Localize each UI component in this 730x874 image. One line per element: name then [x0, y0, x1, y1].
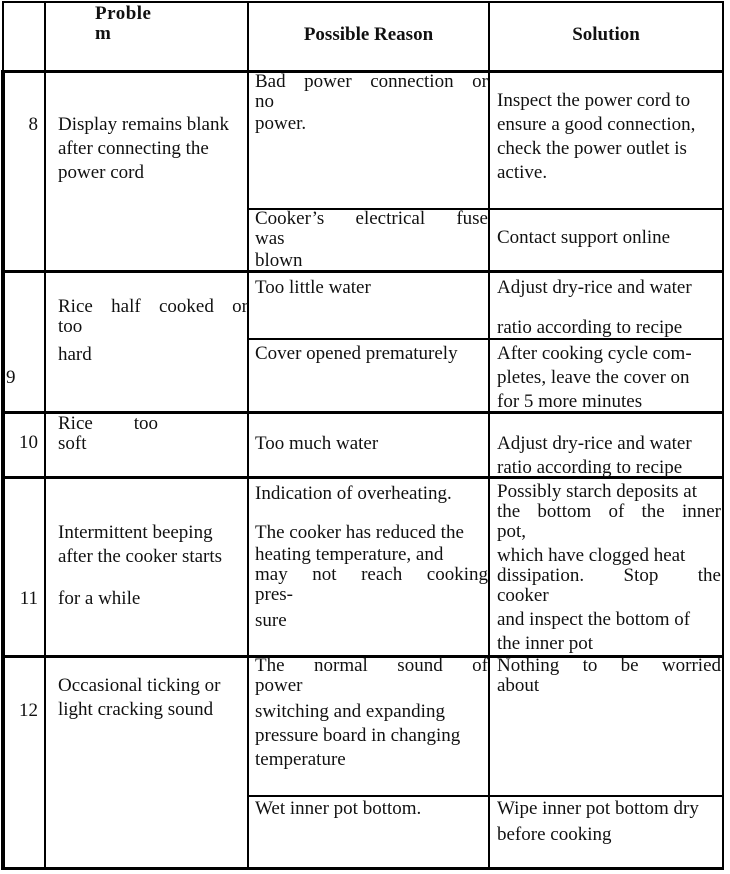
problem-line: Intermittent beeping: [58, 522, 213, 543]
reason-cell: [255, 276, 488, 300]
solution-line: ratio according to recipe: [497, 317, 683, 338]
solution-cell: [497, 89, 719, 185]
solution-cell: [497, 482, 721, 656]
reason-cell: [255, 342, 488, 366]
problem-line: after the cooker starts: [58, 546, 223, 567]
table-border-left: [1, 71, 5, 870]
reason-line: sure: [255, 610, 287, 631]
reason-cell: [255, 72, 488, 136]
solution-line: pletes, leave the cover on: [497, 367, 690, 388]
reason-cell: [255, 482, 488, 633]
reason-line: blown: [255, 250, 303, 271]
solution-line: which have clogged heat: [497, 545, 686, 566]
problem-cell: [58, 113, 248, 185]
problem-line: Rice too: [58, 413, 158, 434]
reason-line: was: [255, 228, 285, 249]
reason-line: The cooker has reduced the: [255, 522, 464, 543]
problem-cell: [58, 674, 248, 722]
header-possible-reason: Possible Reason: [303, 24, 434, 45]
table-border-left: [2, 2, 4, 71]
reason-line: switching and expanding: [255, 701, 445, 722]
header-solution: Solution: [572, 24, 640, 45]
solution-line: the bottom of the inner: [497, 501, 721, 522]
problem-line: hard: [58, 344, 92, 365]
solution-cell: [497, 432, 719, 480]
problem-line: Occasional ticking or: [58, 675, 221, 696]
solution-line: the inner pot: [497, 633, 594, 654]
reason-cell: [255, 797, 488, 821]
reason-line: Bad power connection or: [255, 71, 488, 92]
solution-line: ensure a good connection,: [497, 114, 696, 135]
row-number: 8: [28, 114, 38, 135]
reason-line: Indication of overheating.: [255, 483, 452, 504]
problem-line: for a while: [58, 588, 141, 609]
solution-line: pot,: [497, 521, 527, 542]
solution-cell: [497, 226, 719, 250]
reason-line: no: [255, 91, 274, 112]
reason-line: Too much water: [255, 433, 379, 454]
reason-line: Too little water: [255, 277, 371, 298]
solution-line: before cooking: [497, 824, 612, 845]
solution-cell: [497, 797, 721, 847]
row-number: 9: [6, 367, 16, 388]
reason-line: power: [255, 675, 303, 696]
problem-cell: [58, 414, 158, 454]
solution-cell: [497, 342, 719, 414]
reason-line: Cover opened prematurely: [255, 343, 458, 364]
reason-line: may not reach cooking: [255, 564, 488, 585]
reason-line: Cooker’s electrical fuse: [255, 208, 488, 229]
problem-cell: [58, 297, 248, 367]
solution-line: check the power outlet is: [497, 138, 687, 159]
table-border-bottom: [1, 867, 724, 870]
solution-line: Wipe inner pot bottom dry: [497, 798, 699, 819]
table-border-right: [722, 2, 724, 870]
problem-line: light cracking sound: [58, 699, 214, 720]
problem-cell: [58, 521, 248, 611]
row-number: 10: [19, 432, 38, 453]
solution-line: Adjust dry-rice and water: [497, 433, 692, 454]
reason-cell: [255, 656, 488, 772]
reason-line: The normal sound of: [255, 655, 488, 676]
reason-line: temperature: [255, 749, 346, 770]
header-problem-line: Proble: [95, 3, 152, 24]
problem-line: too: [58, 316, 83, 337]
solution-line: dissipation. Stop the: [497, 565, 721, 586]
reason-cell: [255, 209, 488, 273]
solution-cell: [497, 276, 719, 340]
reason-line: Wet inner pot bottom.: [255, 798, 422, 819]
problem-line: after connecting the: [58, 138, 209, 159]
solution-line: cooker: [497, 585, 549, 606]
solution-line: Contact support online: [497, 227, 671, 248]
solution-cell: [497, 656, 721, 696]
solution-line: for 5 more minutes: [497, 391, 643, 412]
reason-line: power.: [255, 113, 307, 134]
column-divider: [488, 2, 490, 870]
problem-line: power cord: [58, 162, 144, 183]
row-number: 11: [19, 588, 38, 609]
problem-line: Display remains blank: [58, 114, 229, 135]
header-problem: [95, 4, 151, 44]
solution-line: After cooking cycle com-: [497, 343, 692, 364]
solution-line: active.: [497, 162, 548, 183]
problem-line: Rice half cooked or: [58, 296, 248, 317]
reason-line: pres-: [255, 584, 293, 605]
row-number: 12: [19, 700, 38, 721]
solution-line: Possibly starch deposits at: [497, 481, 698, 502]
solution-line: and inspect the bottom of: [497, 609, 691, 630]
reason-line: heating temperature, and: [255, 544, 444, 565]
reason-cell: [255, 432, 488, 456]
reason-line: pressure board in changing: [255, 725, 461, 746]
header-problem-line: m: [95, 23, 111, 44]
solution-line: Nothing to be worried: [497, 655, 721, 676]
solution-line: about: [497, 675, 540, 696]
solution-line: Inspect the power cord to: [497, 90, 691, 111]
solution-line: ratio according to recipe: [497, 457, 683, 478]
column-divider: [44, 2, 46, 870]
problem-line: soft: [58, 433, 87, 454]
solution-line: Adjust dry-rice and water: [497, 277, 692, 298]
